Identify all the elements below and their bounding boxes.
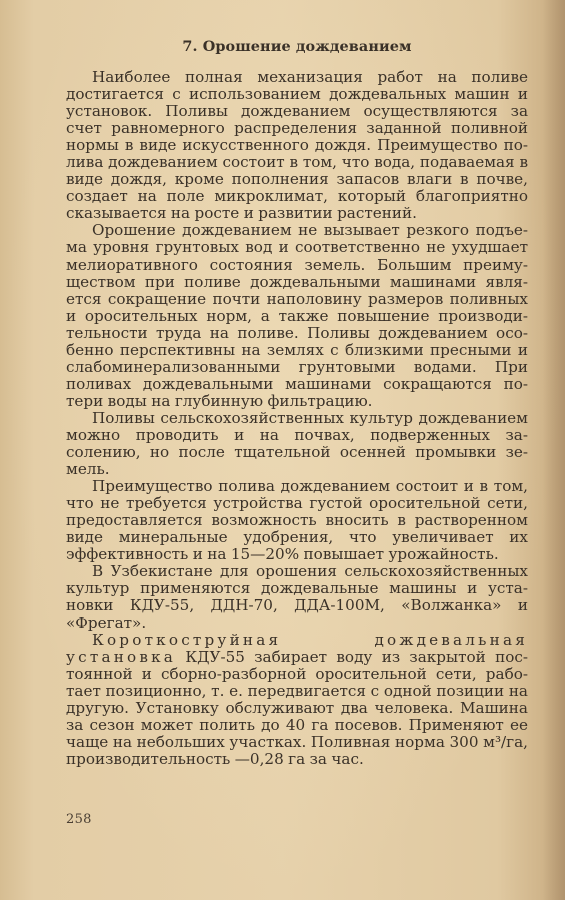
paragraph-rest: КДУ-55 забирает воду из закрытой постоянной и сборно-разборной оросительной сети, работает позиционно, т. е. передвигается с одной позиции на другую. Установку обслуживают два человека. Машина за сезон может полить до 40 га посевов. Применяют ее чаще на небольших участках. Поливная норма 300 м³/га, производительность —0,28 га за час. [66,647,528,768]
section-heading: 7. Орошение дождеванием [182,38,412,55]
paragraph: Наиболее полная механизация работ на поливе достигается с использованием дождевальных машин и установок. Поливы дождеванием осуществляются за счет равномерного распределения заданной поливной нормы в виде искусственного дождя. Преимущество полива дождеванием состоит в том, что вода, подаваемая в виде дождя, кроме пополнения запасов влаги в почве, создает на поле микроклимат, который благоприятно сказывается на росте и развитии растений. [66,68,528,223]
page-number: 258 [66,812,92,827]
page-text [66,38,528,768]
paragraph: В Узбекистане для орошения сельскохозяйственных культур применяются дождевальные машины и установки КДУ-55, ДДН-70, ДДА-100М, «Волжанка» и «Фрегат». [66,562,528,632]
paragraph: Орошение дождеванием не вызывает резкого подъема уровня грунтовых вод и соответственно не ухудшает мелиоративного состояния земель. Большим преимуществом при поливе дождевальными машинами является сокращение почти наполовину размеров поливных и оросительных норм, а также повышение производительности труда на поливе. Поливы дождеванием особенно перспективны на землях с близкими пресными и слабоминерализованными грунтовыми водами. При поливах дождевальными машинами сокращаются потери воды на глубинную фильтрацию. [66,221,528,410]
paragraph-kdu55 [66,632,528,768]
spaced-term: Короткоструйная дождевальная установка [66,630,528,666]
paragraph: Поливы сельскохозяйственных культур дождеванием можно проводить и на почвах, подверженных засолению, но после тщательной осенней промывки земель. [66,408,528,479]
paragraph: Преимущество полива дождеванием состоит и в том, что не требуется устройства густой оросительной сети, предоставляется возможность вносить в растворенном виде минеральные удобрения, что увеличивает их эффективность и на 15—20% повышает урожайность. [66,477,528,564]
